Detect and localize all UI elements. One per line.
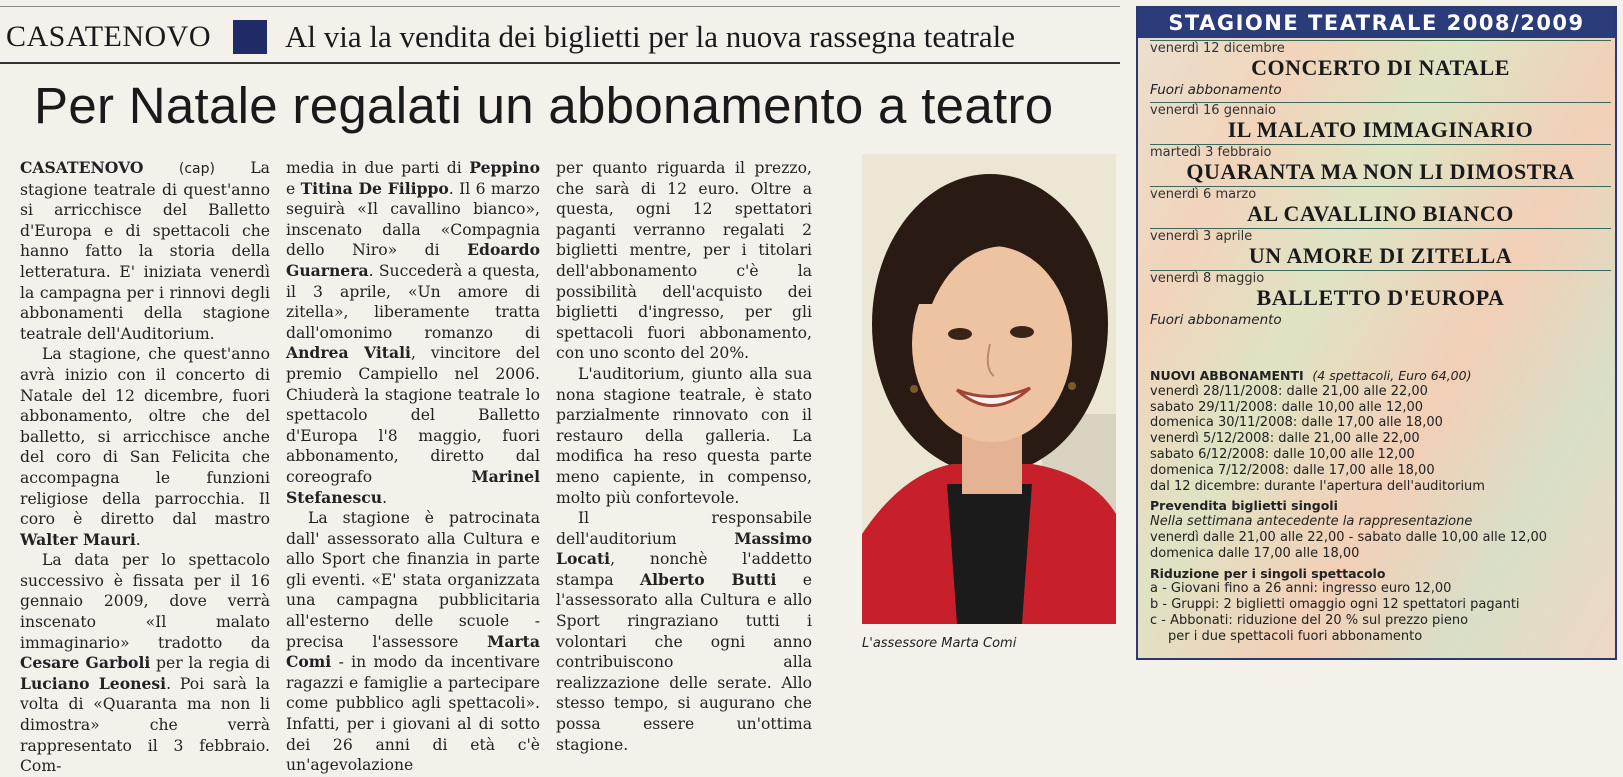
event-date: venerdì 6 marzo: [1150, 186, 1611, 202]
paragraph-text: La stagione è patrocinata dall' assessorato alla Cultura e allo Sport che finanzia in parte gli eventi. «E' stata organizzata una campagna pubblicitaria all'esterno delle scuole - precisa l'assessore: [286, 509, 540, 651]
presale-line: venerdì dalle 21,00 alle 22,00 - sabato dalle 10,00 alle 12,00: [1150, 529, 1548, 545]
paragraph-text: e: [286, 179, 296, 198]
subscriptions-label: NUOVI ABBONAMENTI: [1150, 368, 1304, 383]
kicker-subtitle: Al via la vendita dei biglietti per la nuova rassegna teatrale: [285, 19, 1015, 54]
event-title: IL MALATO IMMAGINARIO: [1227, 117, 1534, 142]
event-item: [1150, 102, 1611, 142]
subscriptions-heading: [1150, 368, 1610, 384]
event-title: QUARANTA MA NON LI DIMOSTRA: [1186, 159, 1575, 184]
person-name: Massimo Locati: [556, 528, 812, 569]
paragraph: media in due parti di Peppino e Titina De Filippo. Il 6 marzo seguirà «Il cavallino bianco», inscenato dalla «Compagnia dello Niro» di Edoardo Guarnera. Succederà a questa, il 3 aprile, «Un amore di zitella», liberamente tratta dall'omonimo romanzo di Andrea Vitali, vincitore del premio Campiello nel 2006. Chiuderà la stagione teatrale lo spettacolo del Balletto d'Europa l'8 maggio, fuori abbonamento, diretto dal coreografo Marinel Stefanescu.: [286, 158, 540, 507]
paragraph: [556, 508, 812, 755]
subscription-date: sabato 29/11/2008: dalle 10,00 alle 12,00: [1150, 399, 1424, 415]
person-name: Marinel Stefanescu: [286, 466, 540, 507]
subscription-date: domenica 30/11/2008: dalle 17,00 alle 18,00: [1150, 415, 1443, 431]
schedule-title: STAGIONE TEATRALE 2008/2009: [1138, 8, 1615, 38]
portrait-photo: [862, 154, 1116, 624]
event-item: [1150, 270, 1611, 330]
person-name: Edoardo Guarnera: [286, 240, 540, 280]
paragraph-text: - in modo da incentivare ragazzi e famiglie a partecipare come pubblico agli spettacoli». Infatti, per i giovani al di sotto dei 26 anni di età c'è un'agevolazione: [286, 653, 540, 775]
event-item: [1150, 40, 1611, 100]
subscriptions-detail: (4 spettacoli, Euro 64,00): [1312, 368, 1472, 383]
event-date: venerdì 16 gennaio: [1150, 102, 1611, 118]
event-title: BALLETTO D'EUROPA: [1256, 285, 1505, 310]
event-title: UN AMORE DI ZITELLA: [1248, 243, 1513, 268]
discount-line: c - Abbonati: riduzione del 20 % sul prezzo pieno: [1150, 612, 1469, 628]
paragraph-text: , nonchè l'addetto stampa: [556, 550, 812, 589]
event-note: Fuori abbonamento: [1150, 312, 1282, 328]
kicker-bar: [6, 18, 1118, 56]
paragraph-text: media in due parti di: [286, 159, 462, 177]
event-date: venerdì 12 dicembre: [1150, 40, 1611, 56]
kicker-town: CASATENOVO: [6, 20, 212, 53]
paragraph: La stagione, che quest'anno avrà inizio con il concerto di Natale del 12 dicembre, fuori abbonamento, oltre che del balletto, si arricchisce anche del coro di San Felicita che accompagna le funzioni religiose della parrocchia. Il coro è diretto dal mastro Walter Mauri.: [20, 345, 270, 549]
event-list: [1138, 40, 1615, 330]
presale-line: domenica dalle 17,00 alle 18,00: [1150, 545, 1360, 561]
event-title: CONCERTO DI NATALE: [1251, 55, 1510, 80]
paragraph: [556, 364, 812, 508]
presale-intro: Nella settimana antecedente la rappresentazione: [1150, 514, 1473, 530]
paragraph-text: e l'assessorato alla Cultura e allo Sport ringraziano tutti i volontari che ogni anno contribuiscono alla realizzazione delle serate. Allo stesso tempo, si augurano che possa essere un'ottima stagione.: [556, 570, 812, 754]
event-item: [1150, 186, 1611, 226]
kicker-square-icon: [233, 20, 267, 54]
discount-line: b - Gruppi: 2 biglietti omaggio ogni 12 spettatori paganti: [1150, 597, 1520, 613]
event-item: [1150, 228, 1611, 268]
paragraph-text: per quanto riguarda il prezzo, che sarà di 12 euro. Oltre a questa, ogni 12 spettatori paganti verranno regalati 2 biglietti mentre, per i titolari dell'abbonamento c'è la possibilità dell'acquisto dei biglietti d'ingresso, per gli spettacoli fuori abbonamento, con uno sconto del 20%.: [556, 159, 812, 363]
subscription-date: venerdì 5/12/2008: dalle 21,00 alle 22,00: [1150, 431, 1420, 447]
discount-line-cont: per i due spettacoli fuori abbonamento: [1168, 628, 1423, 644]
paragraph-text: per la regia di: [156, 654, 270, 673]
person-name: Peppino: [469, 158, 540, 177]
event-title: AL CAVALLINO BIANCO: [1247, 201, 1514, 226]
person-name: Marta Comi: [286, 631, 540, 672]
top-rule: [0, 6, 1120, 7]
event-date: martedì 3 febbraio: [1150, 144, 1611, 160]
paragraph: [286, 508, 540, 776]
subscription-date: dal 12 dicembre: durante l'apertura dell'auditorium: [1150, 478, 1485, 494]
paragraph-text: L'auditorium, giunto alla sua nona stagione teatrale, è stato parzialmente rinnovato con il restauro della galleria. La modifica ha reso questa parte meno capiente, in compenso, molto più confortevole.: [556, 364, 812, 507]
article-column-1: [20, 158, 270, 777]
subscription-date: venerdì 28/11/2008: dalle 21,00 alle 22,00: [1150, 383, 1428, 399]
discount-line: a - Giovani fino a 26 anni: ingresso euro 12,00: [1150, 581, 1452, 597]
subscription-date: sabato 6/12/2008: dalle 10,00 alle 12,00: [1150, 446, 1415, 462]
person-name: Andrea Vitali: [286, 343, 411, 363]
paragraph-text: La data per lo spettacolo successivo è fissata per il 16 gennaio 2009, dove verrà inscenato «Il malato immaginario» tradotto da: [20, 551, 270, 652]
paragraph: [20, 158, 270, 344]
person-name: Titina De Filippo: [300, 178, 449, 198]
paragraph-text: , vincitore del premio Campiello nel 2006. Chiuderà la stagione teatrale lo spettacolo del Balletto d'Europa l'8 maggio, fuori abbonamento, diretto dal coreografo: [286, 344, 540, 486]
ticket-info: [1150, 368, 1610, 645]
headline: Per Natale regalati un abbonamento a teatro: [34, 77, 1054, 134]
person-name: Cesare Garboli: [20, 653, 151, 673]
paragraph-text: Il responsabile dell'auditorium: [556, 509, 812, 548]
paragraph-text: . Il 6 marzo seguirà «Il cavallino bianco», inscenato dalla «Compagnia dello Niro» di: [286, 179, 540, 260]
author-tag: (cap): [178, 161, 215, 177]
paragraph-text: La stagione, che quest'anno avrà inizio con il concerto di Natale del 12 dicembre, fuori abbonamento, oltre che del balletto, si arricchisce anche del coro di San Felicita che accompagna le funzioni religiose della parrocchia. Il coro è diretto dal mastro: [20, 345, 270, 529]
person-name: Luciano Leonesi: [20, 673, 167, 693]
discount-heading: Riduzione per i singoli spettacolo: [1150, 565, 1386, 581]
paragraph: [556, 158, 812, 364]
subscription-date: domenica 7/12/2008: dalle 17,00 alle 18,00: [1150, 462, 1435, 478]
paragraph: [20, 550, 270, 777]
article-column-2: [286, 158, 540, 776]
paragraph-text: . Poi sarà la volta di «Quaranta ma non li dimostra» che verrà rappresentato il 3 febbraio. Com-: [20, 674, 270, 776]
schedule-box: [1136, 6, 1617, 660]
event-note: Fuori abbonamento: [1150, 82, 1282, 98]
person-name: Alberto Butti: [640, 569, 777, 589]
event-date: venerdì 8 maggio: [1150, 270, 1611, 286]
kicker-rule: [0, 62, 1120, 64]
photo-caption: L'assessore Marta Comi: [862, 636, 1017, 651]
paragraph-text: La stagione teatrale di quest'anno si arricchisce del Balletto d'Europa e di spettacoli che hanno fatto la storia della letteratura. E' iniziata venerdì la campagna per i rinnovi degli abbonamenti della stagione teatrale dell'Auditorium.: [20, 159, 270, 343]
paragraph-text: . Succederà a questa, il 3 aprile, «Un amore di zitella», liberamente tratta dall'omonimo romanzo di: [286, 261, 540, 342]
event-date: venerdì 3 aprile: [1150, 228, 1611, 244]
article-column-3: [556, 158, 812, 755]
event-item: [1150, 144, 1611, 184]
presale-heading: Prevendita biglietti singoli: [1150, 498, 1338, 514]
person-name: Walter Mauri: [20, 529, 136, 549]
dateline: CASATENOVO: [20, 158, 144, 177]
